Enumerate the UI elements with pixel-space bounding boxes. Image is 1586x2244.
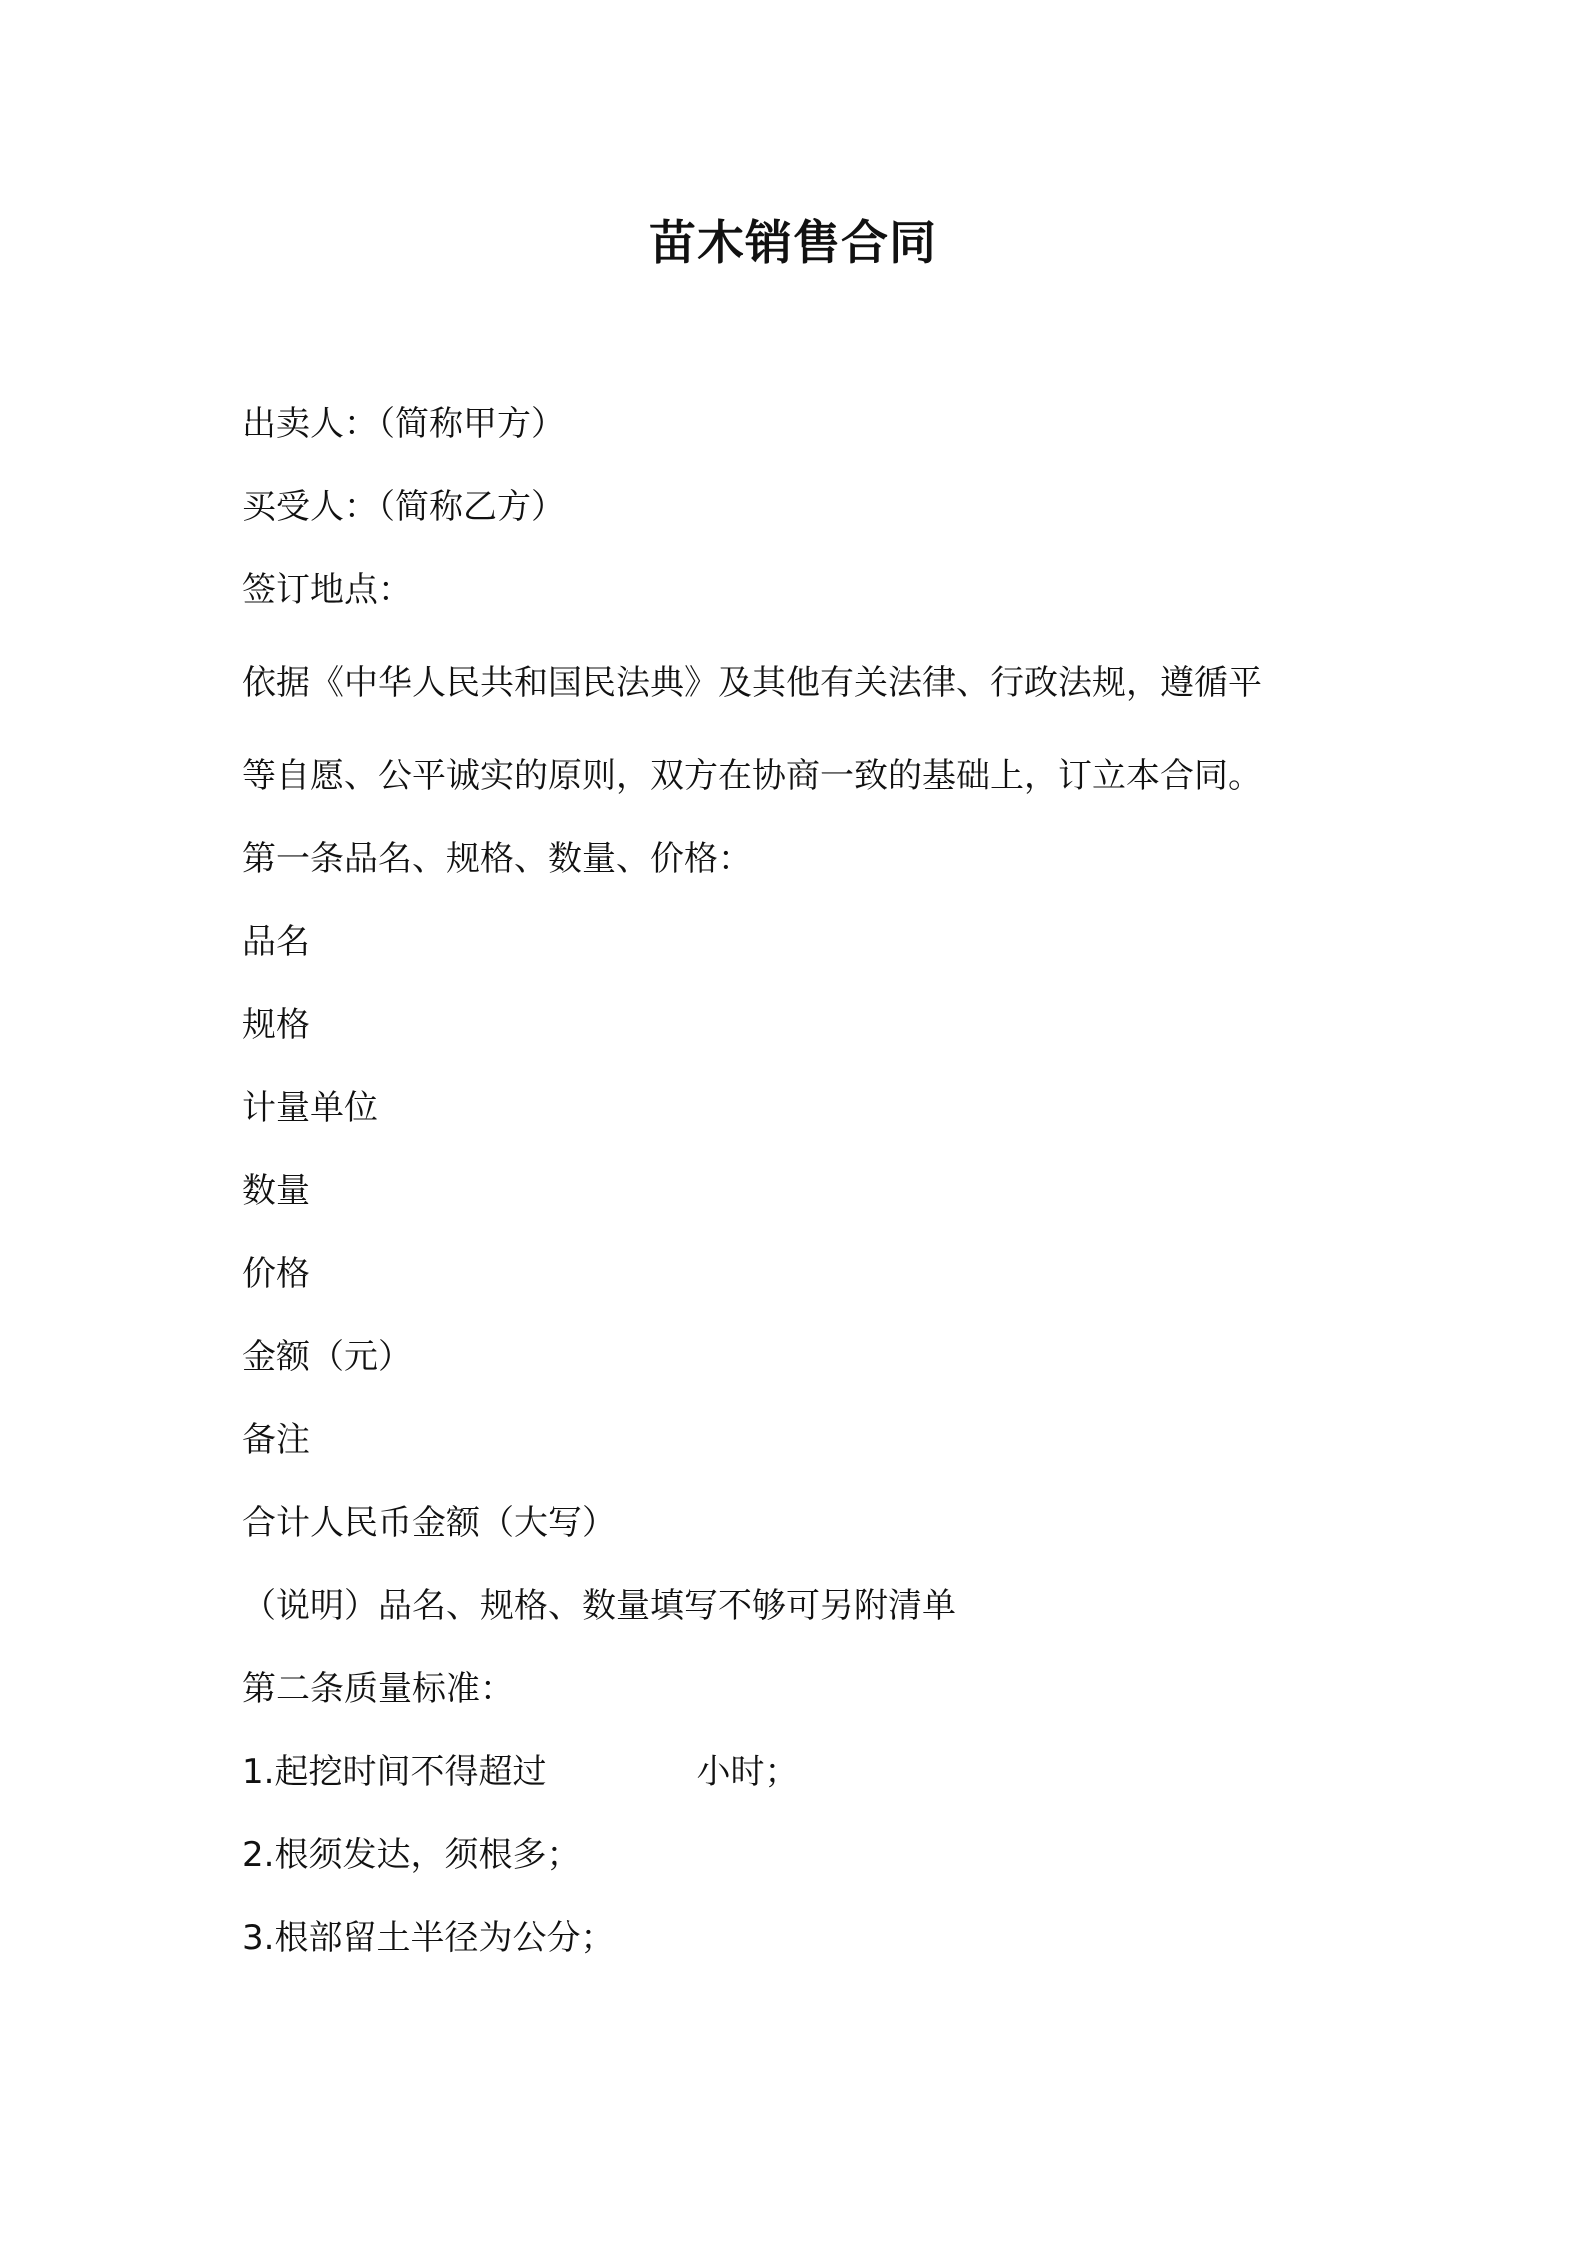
document-body	[242, 402, 1372, 1999]
article-2-heading: 第二条质量标准：	[242, 1669, 514, 1709]
article-1-heading: 第一条品名、规格、数量、价格：	[242, 839, 752, 879]
seller-line: 出卖人：（简称甲方）	[242, 404, 565, 444]
standard-item-1-suffix: 小时；	[696, 1752, 799, 1792]
field-price: 价格	[242, 1254, 310, 1294]
signing-place-line: 签订地点：	[242, 570, 412, 610]
preamble-line-2: 等自愿、公平诚实的原则，双方在协商一致的基础上，订立本合同。	[242, 756, 1262, 796]
field-remark: 备注	[242, 1420, 310, 1460]
standard-item-2: 2.根须发达，须根多；	[242, 1835, 581, 1875]
preamble-line-1: 依据《中华人民共和国民法典》及其他有关法律、行政法规，遵循平	[242, 663, 1262, 703]
field-note: （说明）品名、规格、数量填写不够可另附清单	[242, 1586, 956, 1626]
field-spec: 规格	[242, 1005, 310, 1045]
field-name: 品名	[242, 922, 310, 962]
standard-item-1	[242, 1750, 1372, 1794]
field-amount: 金额（元）	[242, 1337, 412, 1377]
document-title: 苗木销售合同	[649, 216, 937, 271]
field-unit: 计量单位	[242, 1088, 378, 1128]
standard-item-1-prefix: 1.起挖时间不得超过	[242, 1752, 547, 1792]
standard-item-3: 3.根部留土半径为公分；	[242, 1918, 615, 1958]
field-total: 合计人民币金额（大写）	[242, 1503, 616, 1543]
field-quantity: 数量	[242, 1171, 310, 1211]
buyer-line: 买受人：（简称乙方）	[242, 487, 565, 527]
